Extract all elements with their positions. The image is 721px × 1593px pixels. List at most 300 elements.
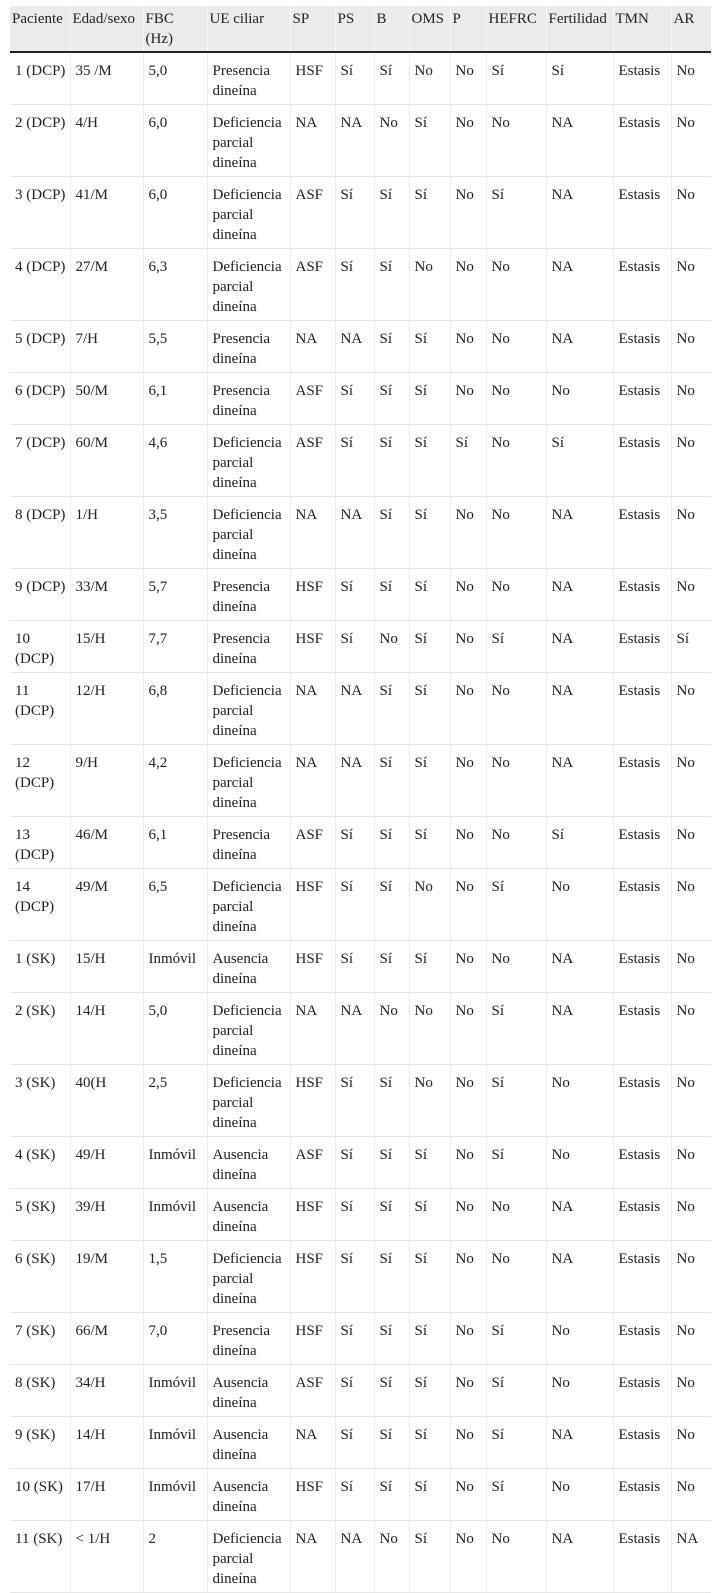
header-hefrc: HEFRC [486, 6, 546, 52]
cell-edad-sexo: 35 /M [70, 52, 143, 105]
cell-fbc: Inmóvil [143, 941, 207, 993]
cell-sp: HSF [290, 52, 335, 105]
cell-paciente: 8 (SK) [10, 1365, 70, 1417]
cell-ue-ciliar: Deficiencia parcial dineína [207, 1521, 290, 1593]
cell-sp: HSF [290, 1313, 335, 1365]
cell-oms: Sí [409, 1417, 450, 1469]
cell-tmn: Estasis [613, 105, 671, 177]
cell-ar: NA [671, 1521, 711, 1593]
cell-p: No [450, 1469, 486, 1521]
cell-ps: NA [335, 105, 374, 177]
cell-edad-sexo: 49/M [70, 869, 143, 941]
table-row [10, 105, 711, 177]
cell-tmn: Estasis [613, 1241, 671, 1313]
cell-oms: Sí [409, 673, 450, 745]
cell-b: Sí [374, 1065, 409, 1137]
cell-b: Sí [374, 373, 409, 425]
cell-fertilidad: NA [546, 673, 613, 745]
cell-b: Sí [374, 249, 409, 321]
cell-paciente: 13 (DCP) [10, 817, 70, 869]
header-edad-sexo: Edad/sexo [70, 6, 143, 52]
cell-p: No [450, 1241, 486, 1313]
cell-sp: ASF [290, 1365, 335, 1417]
table-row [10, 321, 711, 373]
cell-paciente: 7 (SK) [10, 1313, 70, 1365]
cell-fertilidad: Sí [546, 52, 613, 105]
cell-sp: HSF [290, 1241, 335, 1313]
cell-fbc: 6,0 [143, 105, 207, 177]
cell-ue-ciliar: Ausencia dineína [207, 1137, 290, 1189]
cell-b: Sí [374, 745, 409, 817]
cell-b: Sí [374, 1137, 409, 1189]
cell-p: No [450, 321, 486, 373]
cell-fbc: 6,8 [143, 673, 207, 745]
cell-p: No [450, 1137, 486, 1189]
cell-tmn: Estasis [613, 497, 671, 569]
header-b: B [374, 6, 409, 52]
cell-p: No [450, 745, 486, 817]
cell-p: No [450, 621, 486, 673]
cell-ar: No [671, 321, 711, 373]
cell-p: No [450, 1417, 486, 1469]
cell-fertilidad: NA [546, 569, 613, 621]
cell-ps: NA [335, 745, 374, 817]
cell-fbc: 6,1 [143, 817, 207, 869]
cell-p: No [450, 177, 486, 249]
cell-p: No [450, 673, 486, 745]
cell-p: No [450, 249, 486, 321]
cell-b: Sí [374, 1469, 409, 1521]
cell-sp: NA [290, 105, 335, 177]
cell-fertilidad: NA [546, 105, 613, 177]
cell-ps: Sí [335, 1417, 374, 1469]
cell-ar: No [671, 497, 711, 569]
cell-sp: HSF [290, 1189, 335, 1241]
cell-sp: ASF [290, 817, 335, 869]
table-container [10, 6, 711, 1593]
cell-ar: No [671, 1189, 711, 1241]
table-row [10, 569, 711, 621]
cell-edad-sexo: 49/H [70, 1137, 143, 1189]
cell-fertilidad: No [546, 1137, 613, 1189]
cell-sp: NA [290, 1521, 335, 1593]
cell-sp: HSF [290, 1469, 335, 1521]
cell-fertilidad: NA [546, 745, 613, 817]
cell-hefrc: No [486, 1189, 546, 1241]
header-ue-ciliar: UE ciliar [207, 6, 290, 52]
cell-ar: No [671, 1365, 711, 1417]
cell-fbc: Inmóvil [143, 1189, 207, 1241]
cell-fbc: 7,0 [143, 1313, 207, 1365]
cell-tmn: Estasis [613, 673, 671, 745]
cell-oms: Sí [409, 817, 450, 869]
cell-edad-sexo: 4/H [70, 105, 143, 177]
table-row [10, 249, 711, 321]
cell-fbc: Inmóvil [143, 1137, 207, 1189]
cell-paciente: 10 (DCP) [10, 621, 70, 673]
table-row [10, 1365, 711, 1417]
cell-hefrc: Sí [486, 177, 546, 249]
cell-fertilidad: No [546, 1469, 613, 1521]
cell-ar: No [671, 817, 711, 869]
cell-fbc: 2,5 [143, 1065, 207, 1137]
cell-oms: Sí [409, 497, 450, 569]
cell-edad-sexo: 60/M [70, 425, 143, 497]
cell-fbc: 6,3 [143, 249, 207, 321]
cell-ue-ciliar: Deficiencia parcial dineína [207, 745, 290, 817]
cell-edad-sexo: 14/H [70, 1417, 143, 1469]
cell-ps: Sí [335, 1313, 374, 1365]
table-body [10, 52, 711, 1593]
cell-p: No [450, 1065, 486, 1137]
cell-tmn: Estasis [613, 1137, 671, 1189]
cell-hefrc: Sí [486, 1065, 546, 1137]
cell-edad-sexo: < 1/H [70, 1521, 143, 1593]
table-row [10, 1417, 711, 1469]
cell-ue-ciliar: Ausencia dineína [207, 1365, 290, 1417]
table-row [10, 621, 711, 673]
cell-sp: HSF [290, 941, 335, 993]
table-row [10, 1189, 711, 1241]
cell-ar: No [671, 745, 711, 817]
cell-edad-sexo: 1/H [70, 497, 143, 569]
cell-ue-ciliar: Presencia dineína [207, 321, 290, 373]
cell-sp: NA [290, 993, 335, 1065]
cell-oms: Sí [409, 1313, 450, 1365]
cell-fbc: 1,5 [143, 1241, 207, 1313]
cell-hefrc: No [486, 497, 546, 569]
cell-b: Sí [374, 52, 409, 105]
cell-b: No [374, 621, 409, 673]
cell-ue-ciliar: Ausencia dineína [207, 941, 290, 993]
cell-hefrc: No [486, 673, 546, 745]
cell-hefrc: No [486, 745, 546, 817]
cell-ue-ciliar: Deficiencia parcial dineína [207, 497, 290, 569]
cell-p: No [450, 373, 486, 425]
cell-p: Sí [450, 425, 486, 497]
cell-edad-sexo: 39/H [70, 1189, 143, 1241]
cell-ps: Sí [335, 869, 374, 941]
header-sp: SP [290, 6, 335, 52]
cell-paciente: 7 (DCP) [10, 425, 70, 497]
cell-edad-sexo: 66/M [70, 1313, 143, 1365]
cell-b: No [374, 105, 409, 177]
cell-hefrc: Sí [486, 1365, 546, 1417]
cell-ue-ciliar: Presencia dineína [207, 621, 290, 673]
cell-ar: No [671, 1241, 711, 1313]
table-row [10, 1313, 711, 1365]
cell-paciente: 1 (SK) [10, 941, 70, 993]
cell-ps: Sí [335, 569, 374, 621]
cell-p: No [450, 1365, 486, 1417]
cell-oms: No [409, 993, 450, 1065]
cell-hefrc: No [486, 321, 546, 373]
cell-ar: No [671, 177, 711, 249]
cell-paciente: 11 (DCP) [10, 673, 70, 745]
cell-fbc: Inmóvil [143, 1469, 207, 1521]
cell-oms: No [409, 1065, 450, 1137]
cell-hefrc: No [486, 817, 546, 869]
header-oms: OMS [409, 6, 450, 52]
cell-b: Sí [374, 1417, 409, 1469]
cell-tmn: Estasis [613, 621, 671, 673]
cell-ar: No [671, 52, 711, 105]
cell-p: No [450, 569, 486, 621]
cell-oms: Sí [409, 569, 450, 621]
cell-hefrc: Sí [486, 993, 546, 1065]
cell-fertilidad: NA [546, 1241, 613, 1313]
cell-paciente: 4 (DCP) [10, 249, 70, 321]
cell-ue-ciliar: Ausencia dineína [207, 1189, 290, 1241]
cell-ar: No [671, 993, 711, 1065]
cell-sp: ASF [290, 373, 335, 425]
cell-paciente: 2 (DCP) [10, 105, 70, 177]
cell-fbc: Inmóvil [143, 1365, 207, 1417]
cell-ps: Sí [335, 249, 374, 321]
cell-b: Sí [374, 569, 409, 621]
cell-fertilidad: NA [546, 249, 613, 321]
cell-oms: Sí [409, 177, 450, 249]
cell-ue-ciliar: Presencia dineína [207, 569, 290, 621]
patient-data-table [10, 6, 711, 1593]
cell-fbc: Inmóvil [143, 1417, 207, 1469]
cell-paciente: 6 (DCP) [10, 373, 70, 425]
cell-ps: NA [335, 497, 374, 569]
table-row [10, 497, 711, 569]
cell-ar: No [671, 569, 711, 621]
cell-fertilidad: NA [546, 321, 613, 373]
cell-tmn: Estasis [613, 1065, 671, 1137]
cell-paciente: 9 (DCP) [10, 569, 70, 621]
header-paciente: Paciente [10, 6, 70, 52]
cell-paciente: 14 (DCP) [10, 869, 70, 941]
cell-fbc: 4,6 [143, 425, 207, 497]
cell-edad-sexo: 15/H [70, 941, 143, 993]
cell-fertilidad: No [546, 1313, 613, 1365]
cell-b: Sí [374, 177, 409, 249]
cell-paciente: 6 (SK) [10, 1241, 70, 1313]
cell-ps: Sí [335, 177, 374, 249]
cell-hefrc: Sí [486, 1137, 546, 1189]
cell-b: Sí [374, 869, 409, 941]
cell-sp: HSF [290, 869, 335, 941]
cell-ps: Sí [335, 621, 374, 673]
cell-edad-sexo: 46/M [70, 817, 143, 869]
cell-edad-sexo: 34/H [70, 1365, 143, 1417]
cell-hefrc: No [486, 249, 546, 321]
cell-oms: Sí [409, 1241, 450, 1313]
cell-oms: Sí [409, 1137, 450, 1189]
cell-ue-ciliar: Presencia dineína [207, 1313, 290, 1365]
cell-fertilidad: NA [546, 1417, 613, 1469]
cell-paciente: 1 (DCP) [10, 52, 70, 105]
cell-b: Sí [374, 941, 409, 993]
cell-fbc: 6,1 [143, 373, 207, 425]
cell-edad-sexo: 33/M [70, 569, 143, 621]
cell-b: No [374, 993, 409, 1065]
cell-fbc: 3,5 [143, 497, 207, 569]
cell-b: Sí [374, 1313, 409, 1365]
cell-ar: No [671, 249, 711, 321]
cell-b: Sí [374, 1189, 409, 1241]
cell-paciente: 8 (DCP) [10, 497, 70, 569]
header-fertilidad: Fertilidad [546, 6, 613, 52]
cell-ue-ciliar: Ausencia dineína [207, 1417, 290, 1469]
cell-b: Sí [374, 673, 409, 745]
cell-ps: Sí [335, 941, 374, 993]
cell-hefrc: Sí [486, 1417, 546, 1469]
cell-p: No [450, 52, 486, 105]
cell-sp: NA [290, 321, 335, 373]
cell-oms: Sí [409, 621, 450, 673]
cell-p: No [450, 105, 486, 177]
table-row [10, 1241, 711, 1313]
cell-hefrc: No [486, 569, 546, 621]
cell-fbc: 6,0 [143, 177, 207, 249]
cell-tmn: Estasis [613, 1521, 671, 1593]
header-fbc: FBC (Hz) [143, 6, 207, 52]
cell-sp: NA [290, 1417, 335, 1469]
table-row [10, 993, 711, 1065]
cell-ar: No [671, 869, 711, 941]
cell-ar: No [671, 373, 711, 425]
cell-ar: No [671, 673, 711, 745]
cell-oms: No [409, 869, 450, 941]
cell-fertilidad: NA [546, 177, 613, 249]
cell-sp: ASF [290, 425, 335, 497]
cell-p: No [450, 869, 486, 941]
cell-ar: No [671, 941, 711, 993]
cell-b: Sí [374, 1241, 409, 1313]
cell-fertilidad: NA [546, 993, 613, 1065]
cell-edad-sexo: 27/M [70, 249, 143, 321]
cell-ar: No [671, 1417, 711, 1469]
cell-fertilidad: NA [546, 497, 613, 569]
cell-hefrc: No [486, 1241, 546, 1313]
cell-sp: NA [290, 497, 335, 569]
cell-p: No [450, 497, 486, 569]
cell-ps: Sí [335, 1189, 374, 1241]
cell-hefrc: No [486, 105, 546, 177]
cell-b: Sí [374, 321, 409, 373]
cell-tmn: Estasis [613, 941, 671, 993]
cell-ar: No [671, 1469, 711, 1521]
cell-oms: Sí [409, 1469, 450, 1521]
header-ps: PS [335, 6, 374, 52]
table-row [10, 177, 711, 249]
cell-ue-ciliar: Deficiencia parcial dineína [207, 993, 290, 1065]
cell-edad-sexo: 17/H [70, 1469, 143, 1521]
cell-hefrc: Sí [486, 52, 546, 105]
cell-edad-sexo: 19/M [70, 1241, 143, 1313]
cell-paciente: 4 (SK) [10, 1137, 70, 1189]
cell-paciente: 3 (SK) [10, 1065, 70, 1137]
cell-p: No [450, 1521, 486, 1593]
table-row [10, 745, 711, 817]
cell-sp: NA [290, 673, 335, 745]
cell-fertilidad: NA [546, 941, 613, 993]
cell-fbc: 4,2 [143, 745, 207, 817]
cell-paciente: 5 (SK) [10, 1189, 70, 1241]
cell-ue-ciliar: Deficiencia parcial dineína [207, 425, 290, 497]
cell-fertilidad: No [546, 869, 613, 941]
cell-ps: Sí [335, 1065, 374, 1137]
cell-edad-sexo: 15/H [70, 621, 143, 673]
cell-fbc: 5,0 [143, 52, 207, 105]
cell-sp: HSF [290, 569, 335, 621]
cell-ue-ciliar: Deficiencia parcial dineína [207, 1065, 290, 1137]
cell-fertilidad: No [546, 373, 613, 425]
cell-edad-sexo: 50/M [70, 373, 143, 425]
cell-tmn: Estasis [613, 1469, 671, 1521]
cell-tmn: Estasis [613, 817, 671, 869]
cell-ar: No [671, 105, 711, 177]
cell-oms: Sí [409, 1365, 450, 1417]
cell-fertilidad: Sí [546, 817, 613, 869]
cell-paciente: 2 (SK) [10, 993, 70, 1065]
cell-tmn: Estasis [613, 249, 671, 321]
cell-ar: No [671, 1137, 711, 1189]
cell-sp: NA [290, 745, 335, 817]
cell-ue-ciliar: Presencia dineína [207, 817, 290, 869]
cell-b: Sí [374, 817, 409, 869]
table-header-row [10, 6, 711, 52]
cell-hefrc: Sí [486, 621, 546, 673]
cell-sp: ASF [290, 1137, 335, 1189]
cell-ps: Sí [335, 425, 374, 497]
cell-hefrc: No [486, 941, 546, 993]
cell-tmn: Estasis [613, 1417, 671, 1469]
cell-p: No [450, 1313, 486, 1365]
cell-paciente: 12 (DCP) [10, 745, 70, 817]
cell-fbc: 2 [143, 1521, 207, 1593]
cell-hefrc: No [486, 1521, 546, 1593]
cell-oms: Sí [409, 321, 450, 373]
cell-fertilidad: NA [546, 1189, 613, 1241]
table-row [10, 673, 711, 745]
cell-paciente: 10 (SK) [10, 1469, 70, 1521]
cell-paciente: 11 (SK) [10, 1521, 70, 1593]
cell-oms: No [409, 249, 450, 321]
table-row [10, 869, 711, 941]
table-row [10, 1469, 711, 1521]
table-row [10, 52, 711, 105]
cell-fertilidad: NA [546, 1521, 613, 1593]
cell-edad-sexo: 41/M [70, 177, 143, 249]
cell-tmn: Estasis [613, 373, 671, 425]
cell-ue-ciliar: Presencia dineína [207, 52, 290, 105]
cell-sp: HSF [290, 621, 335, 673]
cell-paciente: 5 (DCP) [10, 321, 70, 373]
cell-sp: ASF [290, 249, 335, 321]
cell-fertilidad: NA [546, 621, 613, 673]
cell-oms: Sí [409, 373, 450, 425]
cell-oms: Sí [409, 105, 450, 177]
cell-tmn: Estasis [613, 1189, 671, 1241]
header-p: P [450, 6, 486, 52]
cell-fertilidad: No [546, 1365, 613, 1417]
table-row [10, 425, 711, 497]
cell-p: No [450, 941, 486, 993]
cell-tmn: Estasis [613, 52, 671, 105]
cell-oms: Sí [409, 745, 450, 817]
cell-ps: Sí [335, 373, 374, 425]
cell-oms: Sí [409, 1189, 450, 1241]
cell-fbc: 7,7 [143, 621, 207, 673]
cell-p: No [450, 1189, 486, 1241]
cell-hefrc: Sí [486, 1313, 546, 1365]
cell-hefrc: Sí [486, 869, 546, 941]
